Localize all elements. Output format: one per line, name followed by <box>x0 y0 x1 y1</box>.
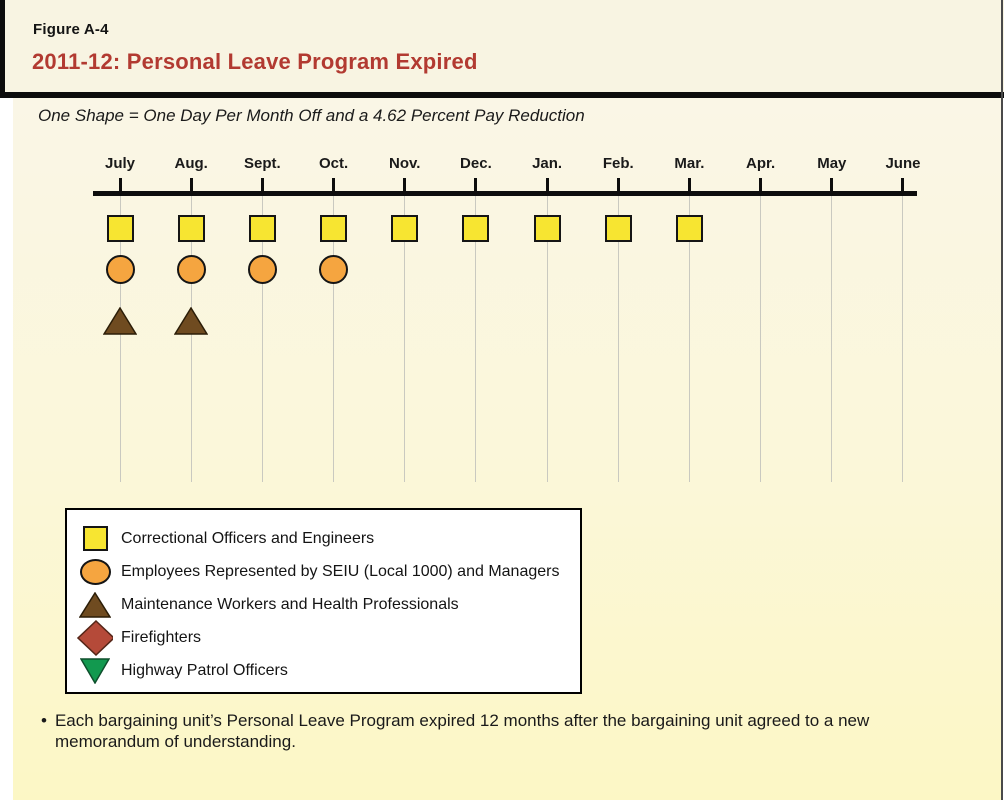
legend-row <box>77 654 580 687</box>
tick-mark <box>190 178 193 191</box>
legend-label: Correctional Officers and Engineers <box>121 529 375 547</box>
month-label-nov: Nov. <box>389 155 421 172</box>
month-label-jan: Jan. <box>532 155 563 172</box>
footnote <box>41 710 869 752</box>
tick-mark <box>403 178 406 191</box>
bullet-icon: • <box>41 711 47 730</box>
month-label-may: May <box>817 155 847 172</box>
legend-label: Employees Represented by SEIU (Local 1000) and Managers <box>121 562 560 580</box>
legend-row <box>77 555 580 588</box>
month-label-july: July <box>104 155 135 172</box>
footnote-line-2: memorandum of understanding. <box>54 732 296 751</box>
figure-number: Figure A-4 <box>33 21 109 38</box>
chart-shape-triangle-up <box>174 307 208 340</box>
legend-label: Highway Patrol Officers <box>121 661 288 679</box>
axis-line <box>93 191 917 196</box>
chart-shape-square <box>605 215 632 242</box>
tick-mark <box>688 178 691 191</box>
chart-shape-square <box>676 215 703 242</box>
gridline <box>831 196 832 482</box>
legend-row <box>77 621 580 654</box>
chart-shape-square <box>107 215 134 242</box>
triangle-up-icon <box>77 592 113 618</box>
diamond-icon <box>77 620 113 656</box>
legend-row <box>77 588 580 621</box>
month-label-june: June <box>885 155 921 172</box>
tick-mark <box>830 178 833 191</box>
chart-shape-circle <box>177 255 206 284</box>
tick-mark <box>119 178 122 191</box>
month-label-feb: Feb. <box>602 155 634 172</box>
chart-shape-circle <box>106 255 135 284</box>
triangle-down-icon <box>77 658 113 684</box>
square-icon <box>77 526 113 551</box>
tick-mark <box>901 178 904 191</box>
chart-shape-square <box>391 215 418 242</box>
circle-icon <box>77 559 113 585</box>
month-label-oct: Oct. <box>318 155 349 172</box>
gridline <box>760 196 761 482</box>
tick-mark <box>332 178 335 191</box>
chart-shape-square <box>320 215 347 242</box>
footnote-line-1: Each bargaining unit’s Personal Leave Program expired 12 months after the bargaining unit agreed to a new <box>54 711 870 730</box>
tick-mark <box>617 178 620 191</box>
month-label-aug: Aug. <box>174 155 208 172</box>
month-label-mar: Mar. <box>674 155 705 172</box>
chart-shape-square <box>178 215 205 242</box>
month-label-apr: Apr. <box>746 155 776 172</box>
tick-mark <box>261 178 264 191</box>
month-label-sept: Sept. <box>244 155 281 172</box>
legend-label: Maintenance Workers and Health Professionals <box>121 595 459 613</box>
footnote-text <box>55 710 869 752</box>
figure-header <box>0 0 1004 92</box>
legend-label: Firefighters <box>121 628 202 646</box>
legend-row <box>77 522 580 555</box>
month-label-dec: Dec. <box>460 155 492 172</box>
legend <box>65 508 582 694</box>
header-accent-bar <box>0 0 5 98</box>
tick-mark <box>759 178 762 191</box>
chart-shape-square <box>249 215 276 242</box>
chart-panel <box>13 98 1002 800</box>
chart-subtitle: One Shape = One Day Per Month Off and a 4.62 Percent Pay Reduction <box>38 106 585 125</box>
gridline <box>902 196 903 482</box>
chart-shape-triangle-up <box>103 307 137 340</box>
chart-shape-circle <box>248 255 277 284</box>
tick-mark <box>474 178 477 191</box>
header-rule <box>0 92 1004 98</box>
panel-right-border <box>1001 0 1003 800</box>
tick-mark <box>546 178 549 191</box>
chart-shape-circle <box>319 255 348 284</box>
chart-shape-square <box>462 215 489 242</box>
chart-shape-square <box>534 215 561 242</box>
figure-title: 2011-12: Personal Leave Program Expired <box>32 49 478 74</box>
